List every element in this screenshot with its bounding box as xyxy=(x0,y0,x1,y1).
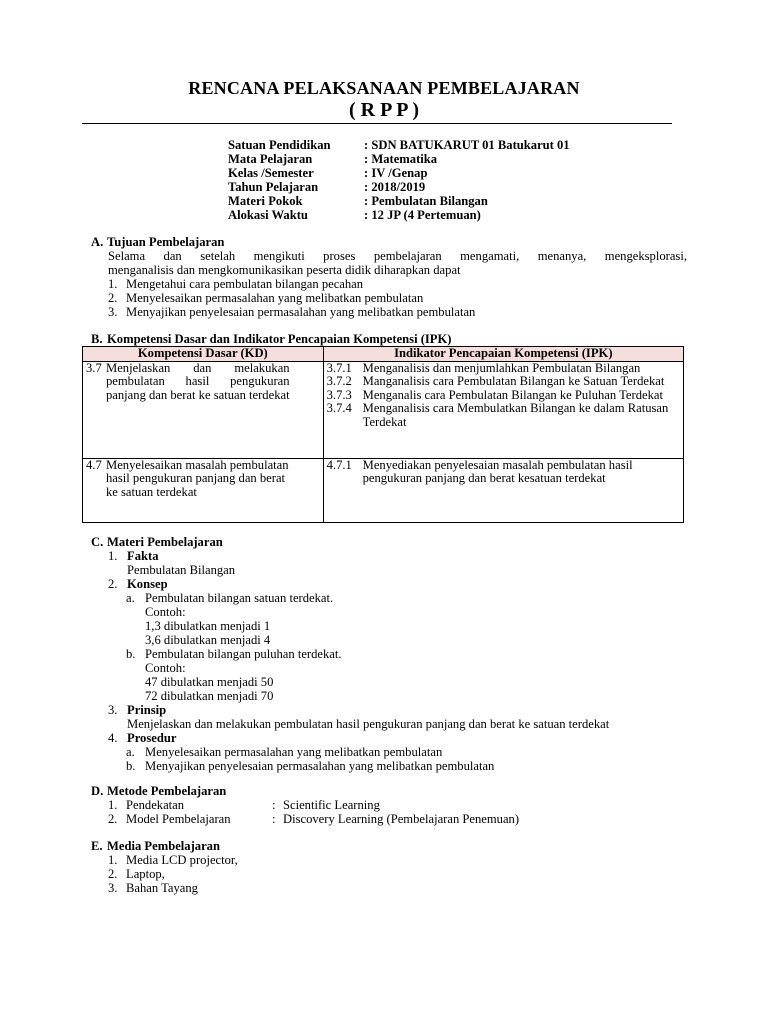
list-number: 3. xyxy=(108,305,118,319)
list-item xyxy=(108,591,687,605)
kd-text-line: hasil pengukuran panjang dan berat xyxy=(106,471,286,486)
prinsip-text: Menjelaskan dan melakukan pembulatan hasil pengukuran panjang dan berat ke satuan terdekat xyxy=(127,717,610,731)
list-item xyxy=(108,881,687,895)
method-colon: : xyxy=(272,798,276,812)
identity-row xyxy=(228,180,570,194)
kd-number: 3.7 xyxy=(86,360,102,375)
list-number: 2. xyxy=(108,291,118,305)
identity-value: : 2018/2019 xyxy=(364,180,426,194)
list-letter: a. xyxy=(126,591,135,605)
kd-cell xyxy=(83,458,324,522)
fakta-text: Pembulatan Bilangan xyxy=(127,563,236,577)
section-title: Metode Pembelajaran xyxy=(107,784,227,798)
ipk-text: Menganalisis cara Membulatkan Bilangan ke dalam Ratusan Terdekat xyxy=(362,401,669,429)
column-header-ipk: Indikator Pencapaian Kompetensi (IPK) xyxy=(323,347,683,362)
kd-text-line: panjang dan berat ke satuan terdekat xyxy=(106,387,290,402)
identity-row xyxy=(228,166,570,180)
list-number: 3. xyxy=(108,881,118,895)
identity-row xyxy=(228,194,570,208)
list-item xyxy=(108,759,687,773)
list-text: Menyajikan penyelesaian permasalahan yang melibatkan pembulatan xyxy=(126,305,476,319)
list-text: Mengetahui cara pembulatan bilangan pecahan xyxy=(126,277,364,291)
section-letter: C. xyxy=(91,535,104,549)
list-text: Pembulatan bilangan satuan terdekat. xyxy=(145,591,334,605)
sub-title: Prinsip xyxy=(127,703,167,717)
identity-value: : IV /Genap xyxy=(364,166,428,180)
sub-title: Prosedur xyxy=(127,731,177,745)
identity-key: Satuan Pendidikan xyxy=(228,138,331,152)
document-subtitle: ( R P P ) xyxy=(349,99,419,121)
table-row xyxy=(83,458,684,522)
list-number: 1. xyxy=(108,798,118,812)
identity-key: Tahun Pelajaran xyxy=(228,180,319,194)
kd-text-line: pembulatan hasil pengukuran xyxy=(106,374,290,389)
identity-value: : Matematika xyxy=(364,152,438,166)
list-letter: a. xyxy=(126,745,135,759)
list-number: 1. xyxy=(108,853,118,867)
identity-value: : Pembulatan Bilangan xyxy=(364,194,488,208)
example-label: Contoh: xyxy=(145,661,186,675)
section-heading xyxy=(91,332,687,346)
method-value: Discovery Learning (Pembelajaran Penemuan) xyxy=(283,812,520,826)
kd-text-line: Menyelesaikan masalah pembulatan xyxy=(106,457,289,472)
example-text: 1,3 dibulatkan menjadi 1 xyxy=(145,619,271,633)
method-value: Scientific Learning xyxy=(283,798,380,812)
method-key: Pendekatan xyxy=(126,798,185,812)
section-b xyxy=(91,332,687,346)
section-title: Media Pembelajaran xyxy=(107,839,220,853)
section-a-intro-line: menganalisis dan mengkomunikasikan peserta didik diharapkan dapat xyxy=(108,263,461,277)
ipk-text: Menganalis cara Pembulatan Bilangan ke Puluhan Terdekat xyxy=(362,387,663,402)
list-number: 1. xyxy=(108,277,118,291)
example-text: 3,6 dibulatkan menjadi 4 xyxy=(145,633,271,647)
section-title: Materi Pembelajaran xyxy=(107,535,223,549)
list-item xyxy=(108,291,687,305)
section-heading xyxy=(91,535,687,549)
sub-number: 1. xyxy=(108,549,118,563)
column-header-kd: Kompetensi Dasar (KD) xyxy=(83,347,324,362)
section-a xyxy=(91,235,687,319)
ipk-text: Menyediakan penyelesaian masalah pembulatan hasil pengukuran panjang dan berat kesatuan terdekat xyxy=(362,457,633,486)
ipk-entry xyxy=(327,402,680,429)
sub-number: 3. xyxy=(108,703,118,717)
table-header-row xyxy=(83,347,684,362)
list-item xyxy=(108,745,687,759)
list-item xyxy=(108,277,687,291)
subsection-fakta xyxy=(108,549,687,563)
list-item xyxy=(108,853,687,867)
competency-table xyxy=(82,346,684,523)
section-letter: B. xyxy=(91,332,103,346)
list-number: 2. xyxy=(108,812,118,826)
identity-row xyxy=(228,138,570,152)
list-text: Media LCD projector, xyxy=(126,853,238,867)
ipk-number: 3.7.2 xyxy=(326,374,352,389)
method-colon: : xyxy=(272,812,276,826)
title-divider xyxy=(82,123,672,124)
section-letter: A. xyxy=(91,235,104,249)
kd-entry xyxy=(86,362,320,403)
ipk-number: 3.7.1 xyxy=(326,360,352,375)
subsection-konsep xyxy=(108,577,687,591)
method-key: Model Pembelajaran xyxy=(126,812,231,826)
kd-number: 4.7 xyxy=(86,457,102,472)
section-a-intro-line: Selama dan setelah mengikuti proses pembelajaran mengamati, menanya, mengeksplorasi, xyxy=(108,249,687,263)
list-number: 2. xyxy=(108,867,118,881)
section-heading xyxy=(91,235,687,249)
sub-title: Konsep xyxy=(127,577,168,591)
section-d xyxy=(91,784,687,826)
list-text: Menyajikan penyelesaian permasalahan yang melibatkan pembulatan xyxy=(145,759,495,773)
section-letter: D. xyxy=(91,784,104,798)
identity-block xyxy=(228,138,570,222)
ipk-text: Manganalisis cara Pembulatan Bilangan ke Satuan Terdekat xyxy=(362,374,665,389)
sub-title: Fakta xyxy=(127,549,159,563)
section-letter: E. xyxy=(91,839,103,853)
list-text: Laptop, xyxy=(126,867,165,881)
list-text: Menyelesaikan permasalahan yang melibatkan pembulatan xyxy=(145,745,443,759)
example-text: 72 dibulatkan menjadi 70 xyxy=(145,689,274,703)
list-letter: b. xyxy=(126,759,136,773)
list-text: Pembulatan bilangan puluhan terdekat. xyxy=(145,647,342,661)
objective-list xyxy=(91,277,687,319)
list-item xyxy=(108,305,687,319)
ipk-entry xyxy=(327,362,680,376)
identity-key: Kelas /Semester xyxy=(228,166,314,180)
kd-text-line: ke satuan terdekat xyxy=(106,484,197,499)
table-row xyxy=(83,361,684,458)
identity-key: Mata Pelajaran xyxy=(228,152,313,166)
ipk-entry xyxy=(327,375,680,389)
kd-cell xyxy=(83,361,324,458)
ipk-number: 3.7.3 xyxy=(326,387,352,402)
section-heading xyxy=(91,839,687,853)
example-label: Contoh: xyxy=(145,605,186,619)
method-row xyxy=(108,812,687,826)
ipk-number: 4.7.1 xyxy=(326,457,352,472)
section-title: Tujuan Pembelajaran xyxy=(107,235,225,249)
section-title: Kompetensi Dasar dan Indikator Pencapaian Kompetensi (IPK) xyxy=(107,332,452,346)
identity-value: : SDN BATUKARUT 01 Batukarut 01 xyxy=(364,138,570,152)
identity-row xyxy=(228,208,570,222)
ipk-number: 3.7.4 xyxy=(326,401,352,416)
section-heading xyxy=(91,784,687,798)
sub-number: 2. xyxy=(108,577,118,591)
kd-entry xyxy=(86,459,320,500)
ipk-text: Menganalisis dan menjumlahkan Pembulatan Bilangan xyxy=(362,360,641,375)
section-c xyxy=(91,535,687,773)
example-text: 47 dibulatkan menjadi 50 xyxy=(145,675,274,689)
subsection-prosedur xyxy=(108,731,687,745)
list-letter: b. xyxy=(126,647,136,661)
list-text: Menyelesaikan permasalahan yang melibatkan pembulatan xyxy=(126,291,424,305)
document-title: RENCANA PELAKSANAAN PEMBELAJARAN xyxy=(188,78,580,98)
identity-key: Alokasi Waktu xyxy=(228,208,308,222)
identity-value: : 12 JP (4 Pertemuan) xyxy=(364,208,481,222)
list-item xyxy=(108,867,687,881)
list-text: Bahan Tayang xyxy=(126,881,198,895)
ipk-entry xyxy=(327,459,680,486)
identity-row xyxy=(228,152,570,166)
identity-key: Materi Pokok xyxy=(228,194,303,208)
ipk-entry xyxy=(327,389,680,403)
subsection-prinsip xyxy=(108,703,687,717)
kd-text-line: Menjelaskan dan melakukan xyxy=(106,360,290,375)
section-e xyxy=(91,839,687,895)
sub-number: 4. xyxy=(108,731,118,745)
list-item xyxy=(108,647,687,661)
ipk-cell xyxy=(323,361,683,458)
ipk-cell xyxy=(323,458,683,522)
method-row xyxy=(108,798,687,812)
